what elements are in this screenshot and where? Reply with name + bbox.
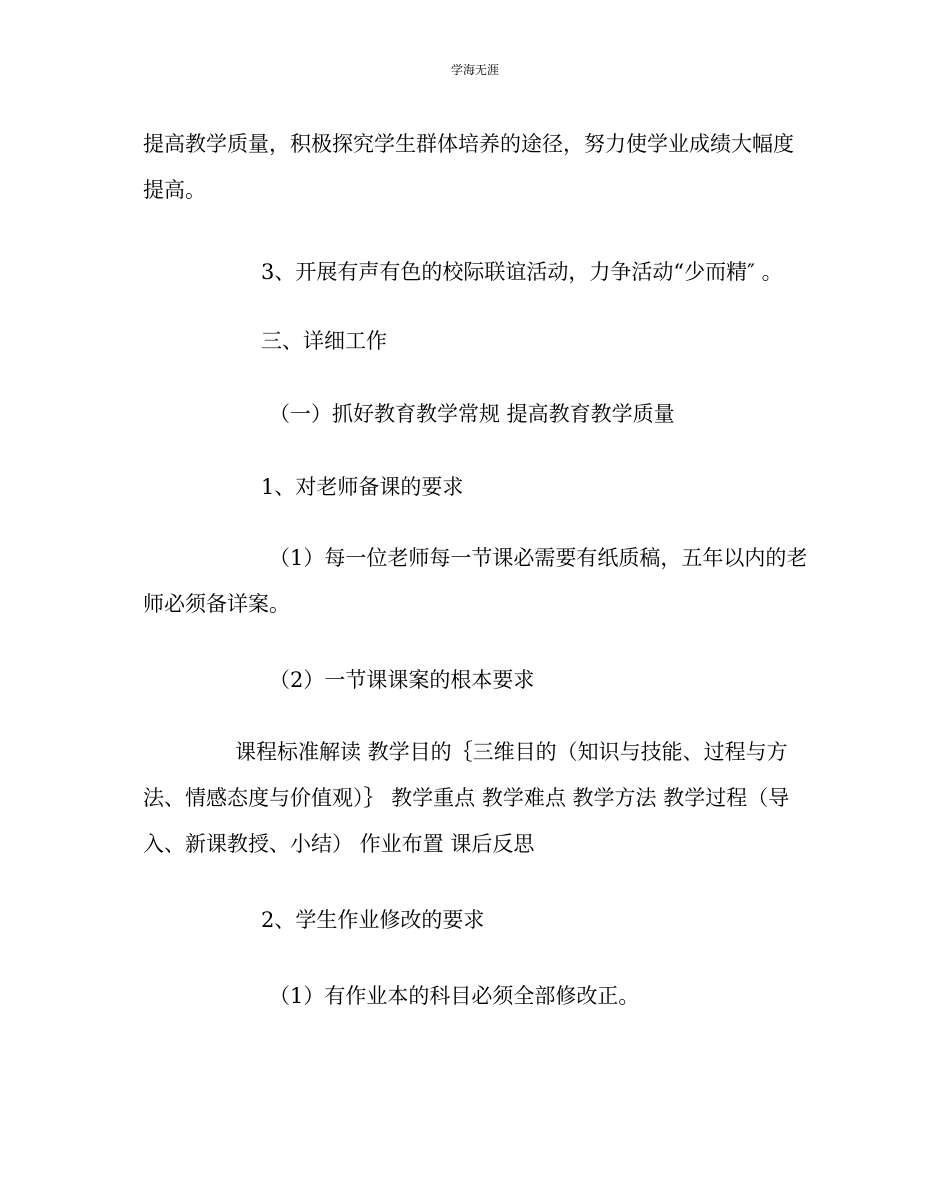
subsection-heading-teaching-routine: （一）抓好教育教学常规 提高教育教学质量 bbox=[269, 402, 675, 426]
paragraph-lesson-prep-rule-1: （1）每一位老师每一节课必需要有纸质稿，五年以内的老师必须备详案。 bbox=[143, 546, 808, 616]
paragraph-homework-rule-1: （1）有作业本的科目必须全部修改正。 bbox=[269, 984, 640, 1008]
paragraph-quality: 提高教学质量，积极探究学生群体培养的途径，努力使学业成绩大幅度提高。 bbox=[143, 132, 794, 202]
paragraph-lesson-plan-elements: 课程标准解读 教学目的｛三维目的（知识与技能、过程与方法、情感态度与价值观）｝ 教学重点 教学难点 教学方法 教学过程（导入、新课教授、小结） 作业布置 课后反思 bbox=[143, 740, 790, 856]
paragraph-activities: 3、开展有声有色的校际联谊活动，力争活动“少而精″ 。 bbox=[261, 260, 783, 284]
section-heading-detailed-work: 三、详细工作 bbox=[261, 329, 387, 353]
item-heading-lesson-prep: 1、对老师备课的要求 bbox=[261, 475, 464, 499]
item-heading-homework-correction: 2、学生作业修改的要求 bbox=[261, 908, 485, 932]
page-header: 学海无涯 bbox=[450, 63, 499, 77]
paragraph-lesson-prep-rule-2: （2）一节课课案的根本要求 bbox=[269, 668, 535, 692]
